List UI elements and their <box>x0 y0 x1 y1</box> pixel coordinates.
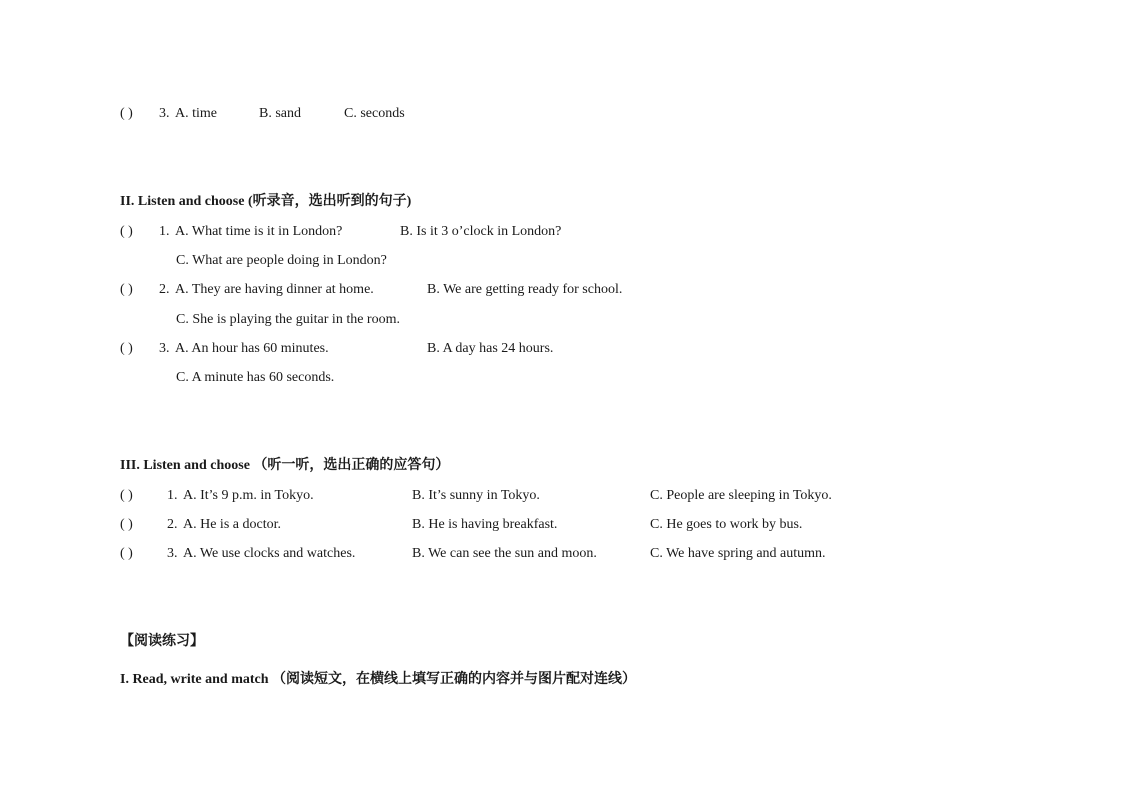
option-a: A. He is a doctor. <box>183 517 281 532</box>
option-c: C. A minute has 60 seconds. <box>176 370 335 385</box>
option-a: A. It’s 9 p.m. in Tokyo. <box>183 488 314 503</box>
option-b: B. We can see the sun and moon. <box>412 546 597 561</box>
question-number: 2. <box>167 517 178 532</box>
answer-paren: ( ) <box>120 341 133 356</box>
option-b: B. He is having breakfast. <box>412 517 558 532</box>
section-title: III. Listen and choose （听一听，选出正确的应答句） <box>120 458 450 473</box>
option-a: A. What time is it in London? <box>175 224 343 239</box>
option-c: C. He goes to work by bus. <box>650 517 803 532</box>
option-a: A. An hour has 60 minutes. <box>175 341 329 356</box>
option-a: A. We use clocks and watches. <box>183 546 356 561</box>
reading-header: 【阅读练习】 <box>120 634 204 649</box>
question-number: 1. <box>159 224 170 239</box>
question-number: 3. <box>167 546 178 561</box>
answer-paren: ( ) <box>120 517 133 532</box>
option-b: B. A day has 24 hours. <box>427 341 554 356</box>
answer-paren: ( ) <box>120 488 133 503</box>
option-c: C. She is playing the guitar in the room. <box>176 312 400 327</box>
option-b: B. It’s sunny in Tokyo. <box>412 488 540 503</box>
option-c: C. What are people doing in London? <box>176 253 387 268</box>
answer-paren: ( ) <box>120 546 133 561</box>
option-c: C. seconds <box>344 106 405 121</box>
answer-paren: ( ) <box>120 106 133 121</box>
section-title: II. Listen and choose (听录音，选出听到的句子) <box>120 194 412 209</box>
option-b: B. sand <box>259 106 301 121</box>
question-number: 2. <box>159 282 170 297</box>
question-number: 3. <box>159 106 170 121</box>
option-c: C. People are sleeping in Tokyo. <box>650 488 832 503</box>
section-title: I. Read, write and match （阅读短文，在横线上填写正确的内容并与图片配对连线） <box>120 672 637 687</box>
option-a: A. They are having dinner at home. <box>175 282 374 297</box>
question-number: 1. <box>167 488 178 503</box>
option-a: A. time <box>175 106 217 121</box>
option-c: C. We have spring and autumn. <box>650 546 826 561</box>
answer-paren: ( ) <box>120 224 133 239</box>
option-b: B. Is it 3 o’clock in London? <box>400 224 562 239</box>
answer-paren: ( ) <box>120 282 133 297</box>
option-b: B. We are getting ready for school. <box>427 282 623 297</box>
question-number: 3. <box>159 341 170 356</box>
